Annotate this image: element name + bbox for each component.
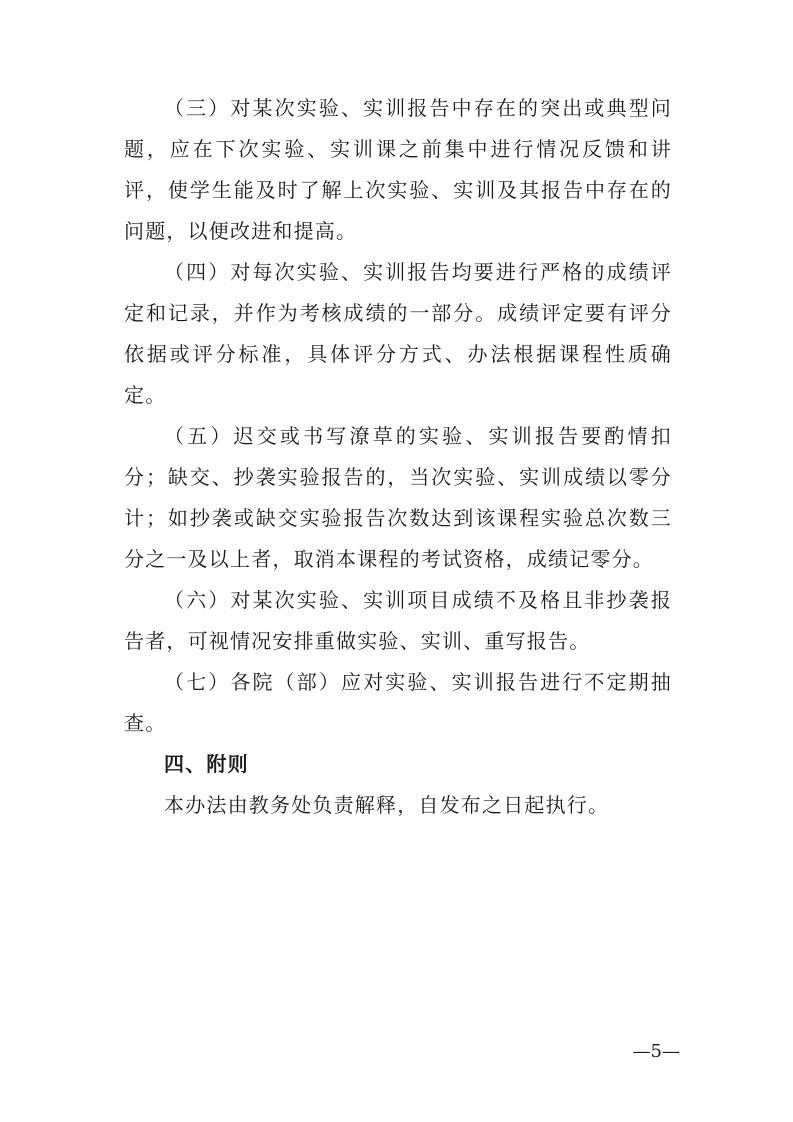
paragraph-item-4: （四）对每次实验、实训报告均要进行严格的成绩评定和记录，并作为考核成绩的一部分。成绩评定要有评分依据或评分标准，具体评分方式、办法根据课程性质确定。 <box>124 260 672 407</box>
paragraph-item-5: （五）迟交或书写潦草的实验、实训报告要酌情扣分；缺交、抄袭实验报告的，当次实验、实训成绩以零分计；如抄袭或缺交实验报告次数达到该课程实验总次数三分之一及以上者，取消本课程的考试资格，成绩记零分。 <box>124 424 672 571</box>
page-number: —5— <box>632 1041 680 1062</box>
section-heading-appendix: 四、附则 <box>164 752 249 776</box>
paragraph-item-6: （六）对某次实验、实训项目成绩不及格且非抄袭报告者，可视情况安排重做实验、实训、重写报告。 <box>124 588 672 653</box>
closing-paragraph: 本办法由教务处负责解释，自发布之日起执行。 <box>164 793 610 817</box>
paragraph-item-3: （三）对某次实验、实训报告中存在的突出或典型问题，应在下次实验、实训课之前集中进行情况反馈和讲评，使学生能及时了解上次实验、实训及其报告中存在的问题，以便改进和提高。 <box>124 96 672 243</box>
document-body <box>124 88 672 826</box>
paragraph-item-7: （七）各院（部）应对实验、实训报告进行不定期抽查。 <box>124 670 672 735</box>
